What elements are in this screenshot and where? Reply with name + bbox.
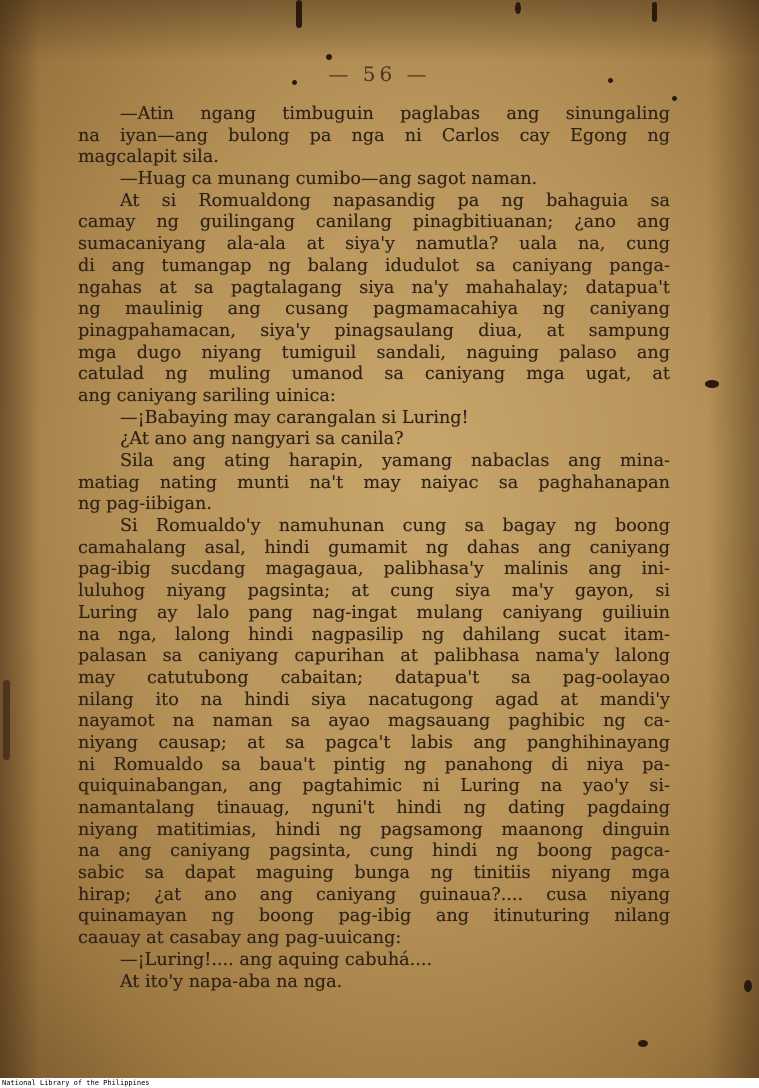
ink-speck [672,96,677,101]
text-line: mga dugo niyang tumiguil sandali, naguing palaso ang [78,342,670,363]
text-line: ¿At ano ang nangyari sa canila? [120,429,404,450]
text-line: ni Romualdo sa baua't pintig ng panahong di niya pa- [78,754,670,775]
text-line: na nga, lalong hindi nagpasilip ng dahilang sucat itam- [78,624,670,645]
text-line: ng pag-iibigan. [78,494,212,515]
text-line: magcalapit sila. [78,147,219,168]
text-line: na ang caniyang pagsinta, cung hindi ng boong pagca- [78,841,670,862]
text-line: luluhog niyang pagsinta; at cung siya ma'y gayon, si [78,581,670,602]
text-line: quinamayan ng boong pag-ibig ang itinuturing nilang [78,906,670,927]
text-line: —¡Luring!.... ang aquing cabuhá.... [120,949,433,970]
text-line: At ito'y napa-aba na nga. [120,971,343,992]
text-line: —Huag ca munang cumibo—ang sagot naman. [120,169,538,190]
ink-speck [652,2,657,22]
text-line: nayamot na naman sa ayao magsauang paghibic ng ca- [78,711,670,732]
text-line: Si Romualdo'y namuhunan cung sa bagay ng boong [120,516,670,537]
library-watermark: National Library of the Philippines [0,1078,759,1088]
page-edge-shadow-top [0,0,759,60]
text-line: ngahas at sa pagtalagang siya na'y mahahalay; datapua't [78,277,670,298]
text-line: sabic sa dapat maguing bunga ng tinitiis niyang mga [78,863,670,884]
ink-speck [638,1040,648,1047]
text-line: pag-ibig sucdang magagaua, palibhasa'y malinis ang ini- [78,559,670,580]
page-number: — 56 — [328,62,431,86]
text-line: —Atin ngang timbuguin paglabas ang sinungaling [120,104,670,124]
text-line: may catutubong cabaitan; datapua't sa pag-oolayao [78,667,670,688]
text-line: namantalang tinauag, nguni't hindi ng dating pagdaing [78,798,670,818]
ink-speck [515,2,521,14]
page-edge-shadow-left [0,0,40,1078]
ink-speck [705,380,719,388]
text-line: hirap; ¿at ano ang caniyang guinaua?.... cusa niyang [78,884,670,905]
ink-speck [3,680,10,760]
body-text [78,104,670,993]
text-line: matiag nating munti na't may naiyac sa paghahanapan [78,472,670,493]
ink-speck [296,0,302,28]
text-line: ang caniyang sariling uinica: [78,385,336,406]
text-line: di ang tumangap ng balang idudulot sa caniyang panga- [78,255,670,276]
text-line: camahalang asal, hindi gumamit ng dahas ang caniyang [78,537,670,558]
text-line: caauay at casabay ang pag-uuicang: [78,928,402,949]
text-line: camay ng guilingang canilang pinagbitiuanan; ¿ano ang [78,212,670,233]
text-line: At si Romualdong napasandig pa ng bahaguia sa [120,190,670,211]
ink-speck [326,54,332,60]
text-line: pinagpahamacan, siya'y pinagsaulang diua, at sampung [78,320,670,341]
text-line: quiquinabangan, ang pagtahimic ni Luring na yao'y si- [78,776,670,797]
text-line: sumacaniyang ala-ala at siya'y namutla? uala na, cung [78,234,670,255]
text-line: Sila ang ating harapin, yamang nabaclas ang mina- [120,451,670,471]
text-line: nilang ito na hindi siya nacatugong agad at mandi'y [78,689,670,710]
text-line: catulad ng muling umanod sa caniyang mga ugat, at [78,364,670,385]
text-line: niyang matitimias, hindi ng pagsamong maanong dinguin [78,819,670,840]
text-line: Luring ay lalo pang nag-ingat mulang caniyang guiliuin [78,602,670,623]
text-line: palasan sa caniyang capurihan at palibhasa nama'y lalong [78,646,670,667]
page-edge-shadow-right [709,0,759,1078]
text-line: niyang causap; at sa pagca't labis ang panghihinayang [78,732,670,753]
text-line: na iyan—ang bulong pa nga ni Carlos cay Egong ng [78,125,670,146]
text-line: —¡Babaying may carangalan si Luring! [120,407,469,428]
text-line: ng maulinig ang cusang pagmamacahiya ng caniyang [78,299,670,320]
ink-speck [744,980,752,992]
